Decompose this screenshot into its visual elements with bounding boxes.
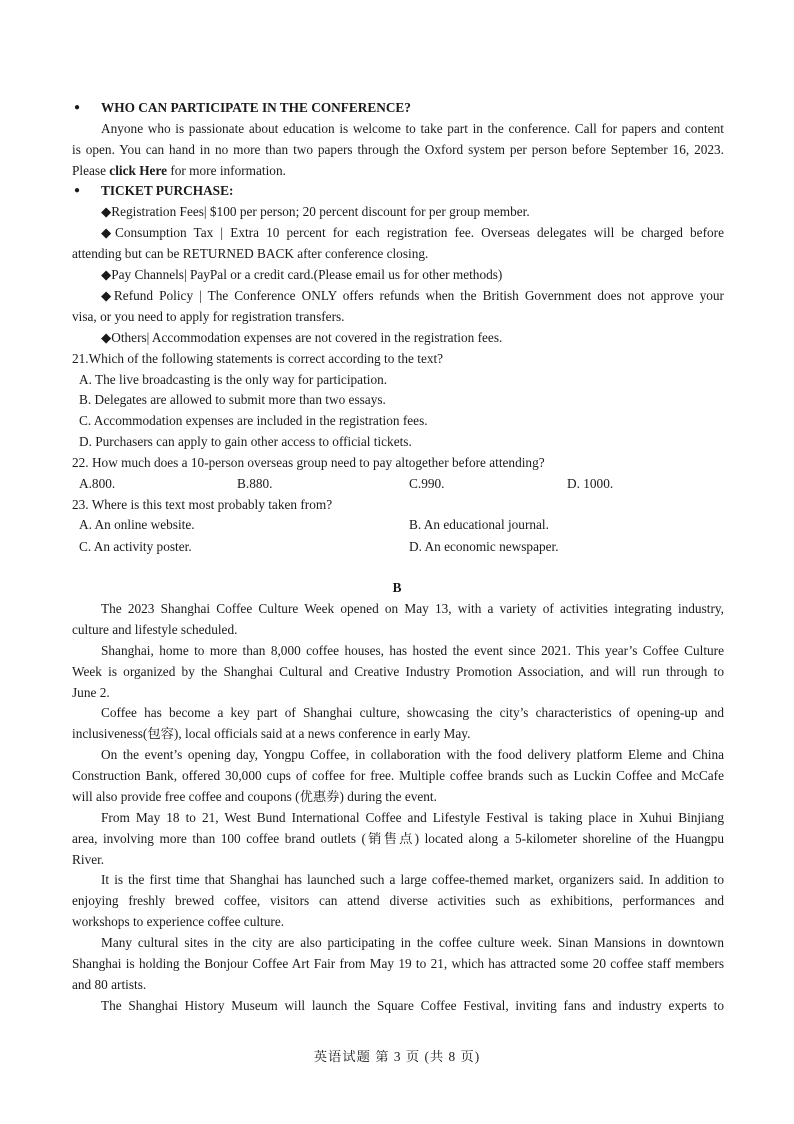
q22-option-d: D. 1000. [567,476,614,491]
passage-line: will also provide free coffee and coupons (优惠券) during the event. [72,789,437,804]
passage-line: On the event’s opening day, Yongpu Coffee, in collaboration with the food delivery platform Eleme and China [101,747,724,762]
who-line-1: Anyone who is passionate about education is welcome to take part in the conference. Call for papers and content [101,121,724,136]
ticket-refund-policy: ◆Refund Policy | The Conference ONLY offers refunds when the British Government does not approve your [101,288,724,303]
q23-option-b: B. An educational journal. [409,517,549,532]
ticket-refund-policy-cont: visa, or you need to apply for registration transfers. [72,309,345,324]
q21-stem: 21.Which of the following statements is correct according to the text? [72,351,444,366]
passage-line: workshops to experience coffee culture. [72,914,285,929]
passage-line: June 2. [72,685,110,700]
passage-line: area, involving more than 100 coffee brand outlets (销售点) located along a 5-kilometer shoreline of the Huangpu [72,831,724,846]
q22-option-a: A.800. [79,476,116,491]
ticket-consumption-tax: ◆Consumption Tax | Extra 10 percent for each registration fee. Overseas delegates will be charged before [101,225,724,240]
q21-option-a: A. The live broadcasting is the only way for participation. [79,372,388,387]
q23-option-d: D. An economic newspaper. [409,539,559,554]
passage-line: Many cultural sites in the city are also participating in the coffee culture week. Sinan Mansions in downtown [101,935,724,950]
ticket-pay-channels: ◆Pay Channels| PayPal or a credit card.(Please email us for other methods) [101,267,503,282]
passage-line: River. [72,852,105,867]
passage-line: Shanghai is holding the Bonjour Coffee Art Fair from May 19 to 21, which has attracted some 20 coffee staff members [72,956,724,971]
passage-line: enjoying freshly brewed coffee, visitors can attend diverse activities such as exhibitions, performances and [72,893,724,908]
passage-line: The Shanghai History Museum will launch the Square Coffee Festival, inviting fans and industry experts to [101,998,724,1013]
passage-line: It is the first time that Shanghai has launched such a large coffee-themed market, organizers said. In addition to [101,872,724,887]
section-b-label: B [392,580,402,595]
passage-line: Coffee has become a key part of Shanghai culture, showcasing the city’s characteristics of opening-up and [101,705,724,720]
q23-option-c: C. An activity poster. [79,539,192,554]
passage-line: Construction Bank, offered 30,000 cups of coffee for free. Multiple coffee brands such as Luckin Coffee and McCafe [72,768,724,783]
q21-option-c: C. Accommodation expenses are included in the registration fees. [79,413,428,428]
bullet-icon: ● [74,102,81,113]
page-footer: 英语试题 第 3 页 (共 8 页) [313,1049,481,1064]
passage-line: inclusiveness(包容), local officials said at a news conference in early May. [72,726,471,741]
ticket-heading: TICKET PURCHASE: [101,183,234,198]
click-here-link[interactable]: click Here [109,163,168,178]
q21-option-d: D. Purchasers can apply to gain other access to official tickets. [79,434,412,449]
q21-option-b: B. Delegates are allowed to submit more than two essays. [79,392,386,407]
passage-line: The 2023 Shanghai Coffee Culture Week opened on May 13, with a variety of activities integrating industry, [101,601,724,616]
passage-line: From May 18 to 21, West Bund International Coffee and Lifestyle Festival is taking place in Xuhui Binjiang [101,810,724,825]
who-heading: WHO CAN PARTICIPATE IN THE CONFERENCE? [101,100,411,115]
passage-line: culture and lifestyle scheduled. [72,622,238,637]
q22-stem: 22. How much does a 10-person overseas group need to pay altogether before attending? [72,455,545,470]
ticket-registration-fees: ◆Registration Fees| $100 per person; 20 percent discount for per group member. [101,204,530,219]
q22-option-c: C.990. [409,476,445,491]
passage-line: Shanghai, home to more than 8,000 coffee houses, has hosted the event since 2021. This year’s Coffee Culture [101,643,724,658]
q22-option-b: B.880. [237,476,273,491]
passage-line: Week is organized by the Shanghai Cultural and Creative Industry Promotion Association, and will run through to [72,664,724,679]
passage-line: and 80 artists. [72,977,147,992]
ticket-others: ◆Others| Accommodation expenses are not covered in the registration fees. [101,330,503,345]
who-line-3: Please click Here for more information. [72,163,286,178]
who-line-2: is open. You can hand in no more than two papers through the Oxford system per person before September 16, 2023. [72,142,724,157]
bullet-icon: ● [74,185,81,196]
ticket-consumption-tax-cont: attending but can be RETURNED BACK after conference closing. [72,246,429,261]
q23-stem: 23. Where is this text most probably taken from? [72,497,333,512]
q23-option-a: A. An online website. [79,517,195,532]
